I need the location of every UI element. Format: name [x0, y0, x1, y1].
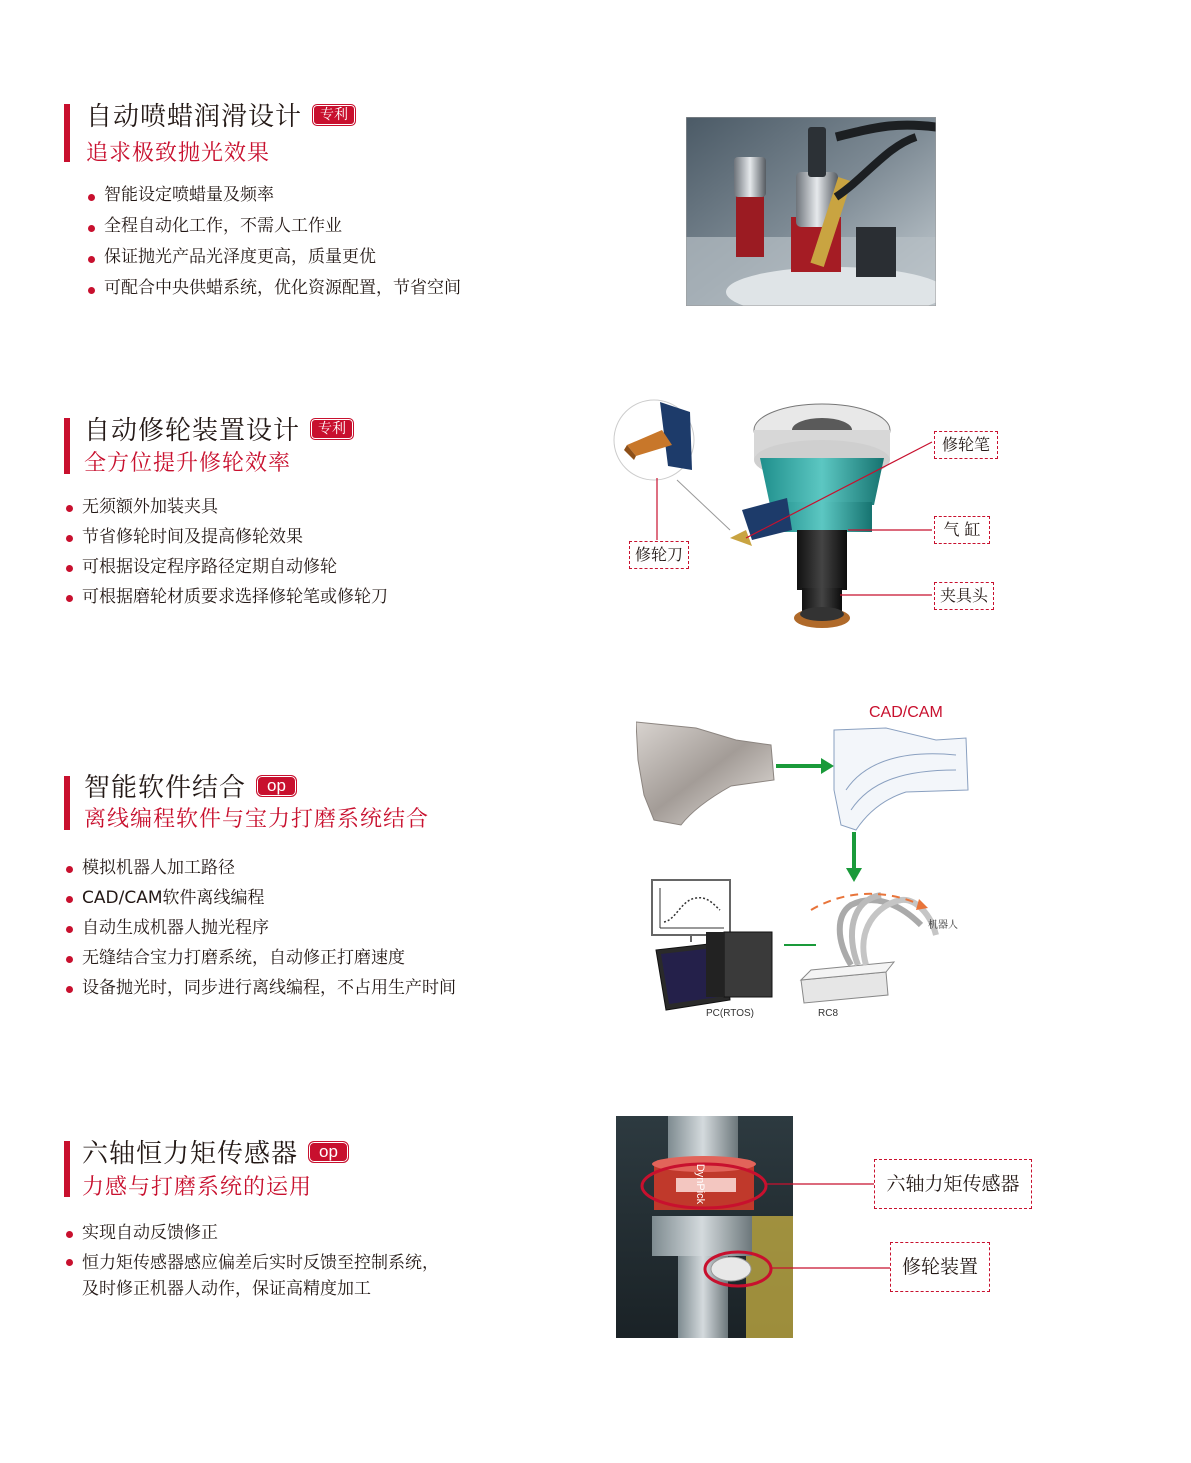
list-item: 无缝结合宝力打磨系统，自动修正打磨速度: [64, 945, 456, 975]
list-item: 可配合中央供蜡系统，优化资源配置，节省空间: [86, 275, 461, 306]
cadcam-workflow-diagram: [636, 700, 976, 1030]
pc-label: PC(RTOS): [706, 1008, 754, 1019]
list-item: 模拟机器人加工路径: [64, 855, 456, 885]
list-item: 全程自动化工作，不需人工作业: [86, 213, 461, 244]
list-item: 实现自动反馈修正: [64, 1220, 454, 1250]
section1-title: 自动喷蜡润滑设计: [86, 102, 303, 132]
section1-accent-bar: [64, 104, 70, 162]
section1-bullets: [86, 182, 461, 306]
callout-six-axis-sensor: 六轴力矩传感器: [874, 1159, 1032, 1209]
section3-title: 智能软件结合: [84, 773, 247, 803]
cadcam-label: CAD/CAM: [869, 704, 943, 721]
callout-air-cylinder: 气 缸: [934, 516, 990, 544]
list-item: 自动生成机器人抛光程序: [64, 915, 456, 945]
section4-accent-bar: [64, 1141, 70, 1197]
section1-subtitle: 追求极致抛光效果: [86, 141, 271, 166]
list-item: 节省修轮时间及提高修轮效果: [64, 524, 388, 554]
wax-spray-illustration: [686, 117, 936, 306]
section2-accent-bar: [64, 418, 70, 474]
section4-op-badge: op: [308, 1141, 349, 1163]
list-item: 可根据磨轮材质要求选择修轮笔或修轮刀: [64, 584, 388, 614]
list-item: 智能设定喷蜡量及频率: [86, 182, 461, 213]
force-sensor-illustration: [616, 1116, 793, 1338]
section3-title-row: [84, 767, 297, 804]
list-item: 无须额外加装夹具: [64, 494, 388, 524]
sensor-brand-text: DynPick: [694, 1163, 707, 1205]
list-item: 可根据设定程序路径定期自动修轮: [64, 554, 388, 584]
section3-bullets: [64, 855, 456, 1005]
section2-patent-badge: 专利: [310, 418, 354, 440]
callout-dressing-knife: 修轮刀: [629, 541, 689, 569]
section3-accent-bar: [64, 776, 70, 830]
section2-title: 自动修轮装置设计: [84, 416, 301, 446]
list-item: 设备抛光时，同步进行离线编程，不占用生产时间: [64, 975, 456, 1005]
robot-label: 机器人: [928, 920, 958, 931]
rc8-label: RC8: [818, 1008, 839, 1019]
section2-bullets: [64, 494, 388, 614]
callout-chuck: 夹具头: [934, 582, 994, 610]
callout-dresser-device: 修轮装置: [890, 1242, 990, 1292]
force-sensor-photo: [616, 1116, 793, 1338]
section4-subtitle: 力感与打磨系统的运用: [82, 1175, 313, 1200]
section3-subtitle: 离线编程软件与宝力打磨系统结合: [84, 807, 430, 832]
list-item: CAD/CAM软件离线编程: [64, 885, 456, 915]
section4-title: 六轴恒力矩传感器: [82, 1139, 299, 1169]
section4-bullets: [64, 1220, 454, 1302]
list-item: 恒力矩传感器感应偏差后实时反馈至控制系统，及时修正机器人动作，保证高精度加工: [64, 1250, 454, 1302]
cadcam-workflow-illustration: [636, 700, 976, 1030]
section1-patent-badge: 专利: [312, 104, 356, 126]
list-item: 保证抛光产品光泽度更高，质量更优: [86, 244, 461, 275]
section3-op-badge: op: [256, 775, 297, 797]
section2-subtitle: 全方位提升修轮效率: [84, 451, 292, 476]
wax-spray-photo: [686, 117, 936, 306]
callout-dressing-pen: 修轮笔: [934, 431, 998, 459]
section2-title-row: [84, 410, 354, 447]
section4-title-row: [82, 1133, 349, 1170]
section1-title-row: [86, 96, 356, 133]
